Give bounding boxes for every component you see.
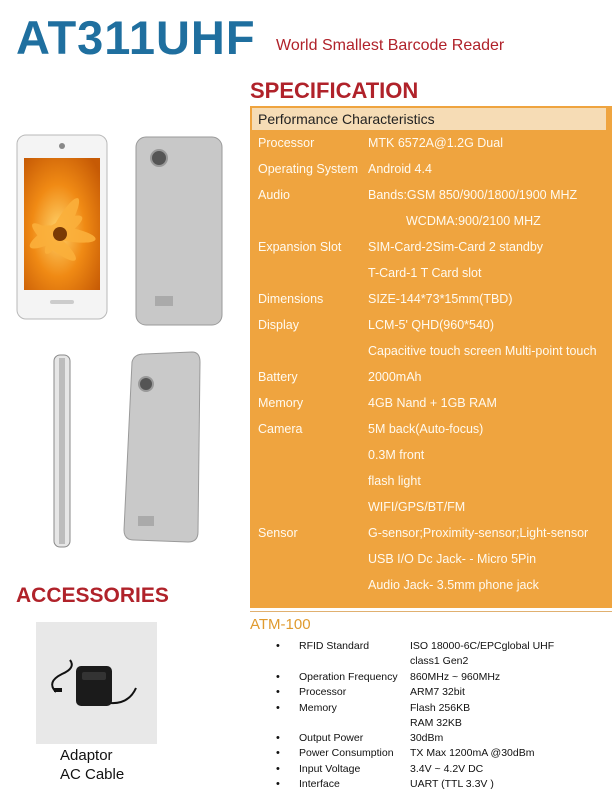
phone-back-image [135, 136, 223, 326]
spec-table-header: Performance Characteristics [252, 108, 606, 130]
spec-label: Sensor [258, 526, 298, 540]
atm-label: Output Power [299, 732, 364, 744]
atm-label: Memory [299, 702, 337, 714]
bullet: • [276, 686, 280, 698]
phone-front-image [16, 134, 108, 320]
atm-value: ARM7 32bit [410, 686, 465, 698]
product-tagline: World Smallest Barcode Reader [276, 37, 505, 54]
accessory-adaptor: Adaptor [60, 747, 113, 764]
spec-value: WCDMA:900/2100 MHZ [406, 214, 541, 228]
atm-value: RAM 32KB [410, 717, 462, 729]
atm-value: class1 Gen2 [410, 655, 469, 667]
spec-label: Display [258, 318, 299, 332]
atm-divider [250, 611, 612, 612]
spec-value: 5M back(Auto-focus) [368, 422, 484, 436]
spec-label: Operating System [258, 162, 359, 176]
spec-value: T-Card-1 T Card slot [368, 266, 482, 280]
spec-value: Bands:GSM 850/900/1800/1900 MHZ [368, 188, 578, 202]
atm-value: UART (TTL 3.3V ) [410, 778, 494, 790]
bullet: • [276, 671, 280, 683]
atm-value: 30dBm [410, 732, 444, 744]
bullet: • [276, 747, 280, 759]
bullet: • [276, 763, 280, 775]
spec-value: Audio Jack- 3.5mm phone jack [368, 578, 539, 592]
spec-label: Memory [258, 396, 304, 410]
spec-value: Capacitive touch screen Multi-point touch [368, 344, 597, 358]
atm-value: 860MHz ~ 960MHz [410, 671, 501, 683]
spec-value: WIFI/GPS/BT/FM [368, 500, 466, 514]
accessory-ac-cable: AC Cable [60, 766, 125, 783]
spec-value: LCM-5' QHD(960*540) [368, 318, 495, 332]
spec-value: SIZE-144*73*15mm(TBD) [368, 292, 513, 306]
spec-value: MTK 6572A@1.2G Dual [368, 136, 503, 150]
bullet: • [276, 732, 280, 744]
spec-value: USB I/O Dc Jack- - Micro 5Pin [368, 552, 537, 566]
atm-value: 3.4V ~ 4.2V DC [410, 763, 484, 775]
atm-label: Power Consumption [299, 747, 394, 759]
spec-label: Expansion Slot [258, 240, 342, 254]
spec-value: 4GB Nand + 1GB RAM [368, 396, 497, 410]
spec-value: Android 4.4 [368, 162, 432, 176]
spec-label: Dimensions [258, 292, 324, 306]
adaptor-image [36, 622, 157, 744]
atm-label: Processor [299, 686, 347, 698]
spec-value: flash light [368, 474, 421, 488]
spec-label: Camera [258, 422, 303, 436]
bullet: • [276, 778, 280, 790]
atm-value: TX Max 1200mA @30dBm [410, 747, 535, 759]
spec-label: Battery [258, 370, 298, 384]
atm-value: Flash 256KB [410, 702, 471, 714]
atm-title: ATM-100 [250, 616, 311, 633]
spec-value: SIM-Card-2Sim-Card 2 standby [368, 240, 544, 254]
spec-value: 2000mAh [368, 370, 422, 384]
atm-label: Operation Frequency [299, 671, 398, 683]
accessories-heading: ACCESSORIES [16, 584, 169, 607]
spec-label: Audio [258, 188, 290, 202]
atm-label: Input Voltage [299, 763, 361, 775]
spec-label: Processor [258, 136, 315, 150]
specification-heading: SPECIFICATION [250, 78, 419, 103]
spec-value: 0.3M front [368, 448, 425, 462]
phone-angled-back-image [122, 350, 202, 544]
bullet: • [276, 702, 280, 714]
phone-side-image [50, 354, 74, 548]
atm-label: Interface [299, 778, 340, 790]
atm-label: RFID Standard [299, 640, 370, 652]
atm-value: ISO 18000-6C/EPCglobal UHF [410, 640, 555, 652]
product-title: AT311UHF [16, 11, 256, 64]
spec-value: G-sensor;Proximity-sensor;Light-sensor [368, 526, 589, 540]
bullet: • [276, 640, 280, 652]
